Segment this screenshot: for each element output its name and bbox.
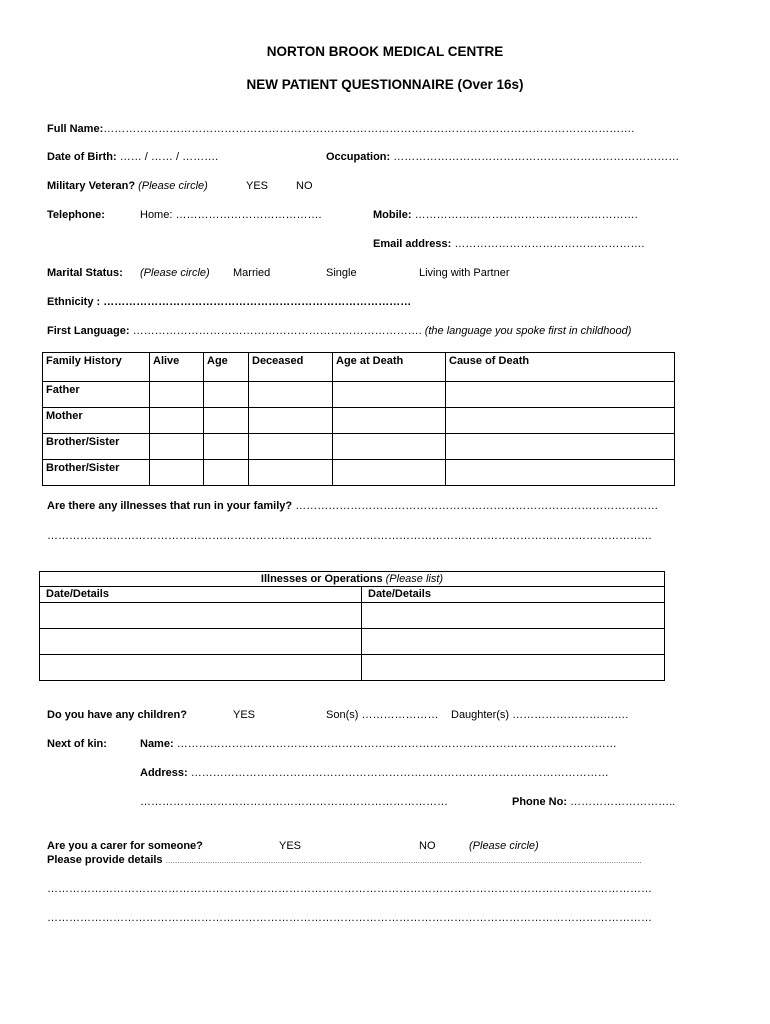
home-phone-field[interactable] (140, 209, 322, 221)
mobile-field[interactable] (373, 209, 638, 221)
row-label-sibling-2: Brother/Sister (43, 460, 150, 486)
mobile-label: Mobile: (373, 209, 412, 221)
marital-hint: (Please circle) (140, 267, 210, 279)
dob-value: …… / …… / ………. (119, 151, 219, 163)
table-cell[interactable] (150, 408, 204, 434)
page-title: NORTON BROOK MEDICAL CENTRE (266, 44, 504, 59)
alive-header: Alive (150, 353, 204, 382)
table-cell[interactable] (150, 434, 204, 460)
kin-address-label: Address: (140, 767, 188, 779)
kin-name-label: Name: (140, 738, 174, 750)
ethnicity-dots: ………………………………………………………………………… (103, 296, 412, 308)
ethnicity-field[interactable] (47, 296, 411, 308)
kin-address-dots: …………………………………………………………………………………………………… (190, 767, 609, 779)
table-cell[interactable] (446, 460, 675, 486)
children-yes-option[interactable]: YES (233, 709, 256, 721)
carer-details-line3[interactable]: ………………………………………………………………………………………………………………………………………………… (47, 912, 652, 924)
mobile-dots: ……………………………………………………. (414, 209, 638, 221)
military-veteran-row (47, 180, 208, 192)
carer-details-field[interactable] (47, 854, 687, 866)
table-row (43, 434, 675, 460)
age-header: Age (204, 353, 249, 382)
table-cell[interactable] (446, 382, 675, 408)
full-name-field[interactable] (47, 123, 634, 135)
cause-of-death-header: Cause of Death (446, 353, 675, 382)
table-cell[interactable] (249, 460, 333, 486)
family-history-header-row (43, 353, 675, 382)
first-language-label: First Language: (47, 325, 130, 337)
kin-name-dots: ………………………………………………………………………………………………………… (176, 738, 617, 750)
home-phone-label: Home: (140, 209, 173, 221)
telephone-label: Telephone: (47, 209, 105, 221)
table-cell[interactable] (150, 460, 204, 486)
family-history-header: Family History (43, 353, 150, 382)
dob-label: Date of Birth: (47, 151, 117, 163)
carer-yes-option[interactable]: YES (279, 840, 302, 852)
table-cell[interactable] (249, 434, 333, 460)
military-no-option[interactable]: NO (296, 180, 313, 192)
deceased-header: Deceased (249, 353, 333, 382)
military-yes-option[interactable]: YES (246, 180, 269, 192)
table-cell[interactable] (204, 434, 249, 460)
table-cell[interactable] (333, 434, 446, 460)
marital-option-single[interactable]: Single (326, 267, 357, 279)
kin-name-field[interactable] (140, 738, 617, 750)
carer-question: Are you a carer for someone? (47, 840, 203, 852)
table-cell[interactable] (362, 629, 665, 655)
military-label: Military Veteran? (47, 180, 136, 192)
table-row (43, 408, 675, 434)
ethnicity-label: Ethnicity : (47, 296, 101, 308)
family-illnesses-line2[interactable]: ………………………………………………………………………………………………………………………………………………… (47, 530, 652, 542)
email-label: Email address: (373, 238, 452, 250)
military-hint: (Please circle) (138, 180, 208, 192)
table-cell[interactable] (333, 460, 446, 486)
first-language-dots: ……………………………………………………………………. (132, 325, 422, 337)
family-illnesses-field[interactable] (47, 500, 658, 512)
age-at-death-header: Age at Death (333, 353, 446, 382)
table-cell[interactable] (446, 434, 675, 460)
family-illnesses-dots: ……………………………………………………………………………………… (295, 500, 659, 512)
illnesses-operations-hint: (Please list) (385, 573, 444, 585)
occupation-label: Occupation: (326, 151, 391, 163)
table-cell[interactable] (333, 408, 446, 434)
carer-details-dots: …………………………………………………………………………………………………………………………………………………………………………………… (165, 858, 642, 865)
email-field[interactable] (373, 238, 644, 250)
table-cell[interactable] (249, 382, 333, 408)
table-row (40, 603, 665, 629)
kin-address-line2[interactable]: ………………………………………………………………………… (140, 796, 448, 808)
table-cell[interactable] (40, 603, 362, 629)
marital-status-label: Marital Status: (47, 267, 123, 279)
table-cell[interactable] (362, 603, 665, 629)
next-of-kin-label: Next of kin: (47, 738, 107, 750)
date-details-header-right: Date/Details (362, 587, 665, 603)
kin-phone-label: Phone No: (512, 796, 567, 808)
table-cell[interactable] (204, 460, 249, 486)
kin-phone-dots: ……………………….. (570, 796, 676, 808)
occupation-field[interactable] (326, 151, 679, 163)
table-cell[interactable] (446, 408, 675, 434)
kin-address-field[interactable] (140, 767, 609, 779)
sons-field[interactable]: Son(s) ………………… (326, 709, 439, 721)
kin-phone-field[interactable] (512, 796, 675, 808)
full-name-label: Full Name: (47, 123, 104, 135)
dob-field[interactable] (47, 151, 218, 163)
row-label-sibling-1: Brother/Sister (43, 434, 150, 460)
table-cell[interactable] (249, 408, 333, 434)
table-cell[interactable] (204, 408, 249, 434)
family-illnesses-question: Are there any illnesses that run in your family? (47, 500, 293, 512)
children-question: Do you have any children? (47, 709, 187, 721)
marital-option-partner[interactable]: Living with Partner (419, 267, 510, 279)
marital-option-married[interactable]: Married (233, 267, 271, 279)
full-name-dots: ………………………………………………………………………………………………………………………………. (103, 123, 635, 135)
table-cell[interactable] (40, 629, 362, 655)
page-subtitle: NEW PATIENT QUESTIONNAIRE (Over 16s) (246, 77, 524, 92)
illnesses-operations-table (39, 571, 665, 681)
email-dots: ……………………………………………. (454, 238, 645, 250)
carer-details-label: Please provide details (47, 854, 163, 866)
table-row (40, 655, 665, 681)
table-cell[interactable] (150, 382, 204, 408)
first-language-hint: (the language you spoke first in childhood) (424, 325, 632, 337)
table-row (43, 382, 675, 408)
carer-details-line2[interactable]: ………………………………………………………………………………………………………………………………………………… (47, 883, 652, 895)
home-phone-dots: …………………………………. (175, 209, 322, 221)
carer-hint: (Please circle) (469, 840, 539, 852)
row-label-father: Father (43, 382, 150, 408)
illnesses-operations-title (40, 572, 665, 587)
table-cell[interactable] (333, 382, 446, 408)
first-language-field[interactable] (47, 325, 631, 337)
table-cell[interactable] (362, 655, 665, 681)
table-row (40, 629, 665, 655)
row-label-mother: Mother (43, 408, 150, 434)
table-cell[interactable] (40, 655, 362, 681)
daughters-field[interactable]: Daughter(s) …………………….……. (451, 709, 629, 721)
illnesses-operations-heading: Illnesses or Operations (260, 573, 383, 585)
table-row (43, 460, 675, 486)
occupation-dots: …………………………………………………………………… (393, 151, 680, 163)
table-cell[interactable] (204, 382, 249, 408)
carer-no-option[interactable]: NO (419, 840, 436, 852)
date-details-header-left: Date/Details (40, 587, 362, 603)
family-history-table (42, 352, 675, 486)
